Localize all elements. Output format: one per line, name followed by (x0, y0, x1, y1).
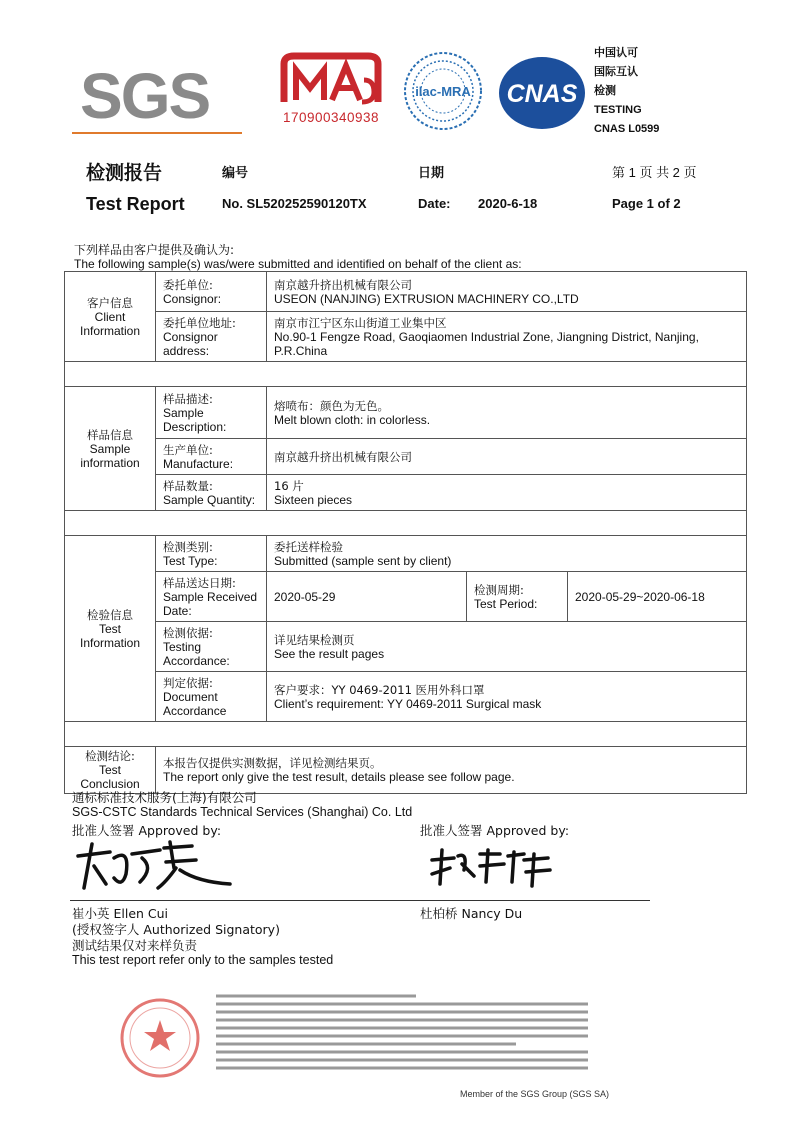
test-section-label: 检验信息 Test Information (65, 536, 156, 722)
report-title-en: Test Report (86, 194, 185, 214)
testing-accordance-value: 详见结果检测页 See the result pages (267, 622, 747, 672)
manufacture-label: 生产单位: Manufacture: (156, 439, 267, 475)
intro-cn: 下列样品由客户提供及确认为: (74, 243, 235, 257)
address-label: 委托单位地址: Consignor address: (156, 312, 267, 362)
test-type-label: 检测类别: Test Type: (156, 536, 267, 572)
sample-desc-value: 熔喷布：颜色为无色。 Melt blown cloth: in colorless. (267, 387, 747, 439)
cnas-accreditation-text: 中国认可 国际互认 检测 TESTING CNAS L0599 (594, 47, 660, 135)
test-period-label: 检测周期: Test Period: (467, 572, 568, 622)
sgs-logo-underline (72, 132, 242, 134)
document-accordance-value: 客户要求：YY 0469-2011 医用外科口罩 Client’s requirement: YY 0469-2011 Surgical mask (267, 672, 747, 722)
signature-ellen-cui (70, 838, 240, 894)
sample-desc-label: 样品描述: Sample Description: (156, 387, 267, 439)
signer-right: 杜柏桥 Nancy Du (420, 906, 523, 921)
table-spacer (65, 511, 747, 536)
quantity-value: 16 片 Sixteen pieces (267, 475, 747, 511)
table-spacer (65, 362, 747, 387)
sample-info-table (64, 271, 747, 794)
terms-block (216, 992, 588, 1070)
quantity-label: 样品数量: Sample Quantity: (156, 475, 267, 511)
company-name-en: SGS-CSTC Standards Technical Services (Shanghai) Co. Ltd (72, 805, 413, 819)
address-value: 南京市江宁区东山街道工业集中区 No.90-1 Fengze Road, Gaoqiaomen Industrial Zone, Jiangning District, Nanjing, P.R.China (267, 312, 747, 362)
page-number-cn: 第 1 页 共 2 页 (612, 165, 697, 180)
signature-line (70, 900, 650, 901)
manufacture-value: 南京越升挤出机械有限公司 (267, 439, 747, 475)
page-number-en: Page 1 of 2 (612, 196, 681, 211)
conclusion-value: 本报告仅提供实测数据，详见检测结果页。 The report only give the test result, details please see follow page. (156, 747, 747, 794)
received-date-value: 2020-05-29 (267, 572, 467, 622)
report-no-label-cn: 编号 (222, 165, 249, 180)
received-date-label: 样品送达日期: Sample Received Date: (156, 572, 267, 622)
approved-by-right: 批准人签署 Approved by: (420, 823, 570, 838)
company-name-cn: 通标标准技术服务(上海)有限公司 (72, 790, 257, 805)
sgs-logo (72, 62, 242, 134)
signature-nancy-du (428, 846, 558, 890)
note-en: This test report refer only to the samples tested (72, 953, 334, 967)
document-accordance-label: 判定依据: Document Accordance (156, 672, 267, 722)
report-date: 2020-6-18 (478, 196, 538, 211)
report-title-cn: 检测报告 (86, 163, 163, 184)
note-cn: 测试结果仅对来样负责 (72, 938, 198, 953)
client-section-label: 客户信息 Client Information (65, 272, 156, 362)
cma-number: 170900340938 (282, 110, 380, 125)
test-period-value: 2020-05-29~2020-06-18 (568, 572, 747, 622)
cnas-logo (498, 55, 586, 131)
ilac-mra-logo (402, 50, 484, 132)
table-spacer (65, 722, 747, 747)
sgs-member-note: Member of the SGS Group (SGS SA) (460, 1089, 610, 1099)
date-label-en: Date: (418, 196, 451, 211)
date-label-cn: 日期 (418, 165, 445, 180)
svg-text:ilac-MRA: ilac-MRA (415, 84, 471, 99)
testing-accordance-label: 检测依据: Testing Accordance: (156, 622, 267, 672)
consignor-value: 南京越升挤出机械有限公司 USEON (NANJING) EXTRUSION MACHINERY CO.,LTD (267, 272, 747, 312)
consignor-label: 委托单位: Consignor: (156, 272, 267, 312)
conclusion-label: 检测结论: Test Conclusion (65, 747, 156, 794)
intro-en: The following sample(s) was/were submitted and identified on behalf of the client as: (74, 257, 522, 271)
sample-section-label: 样品信息 Sample information (65, 387, 156, 511)
approved-by-left: 批准人签署 Approved by: (72, 823, 222, 838)
svg-text:CNAS: CNAS (506, 80, 578, 108)
cma-logo (276, 50, 386, 134)
sgs-logo-text: SGS (80, 60, 210, 132)
report-no: No. SL520252590120TX (222, 196, 367, 211)
authorized-signatory: (授权签字人 Authorized Signatory) (72, 922, 280, 937)
signer-left: 崔小英 Ellen Cui (72, 906, 169, 921)
company-seal (118, 996, 202, 1080)
test-type-value: 委托送样检验 Submitted (sample sent by client) (267, 536, 747, 572)
